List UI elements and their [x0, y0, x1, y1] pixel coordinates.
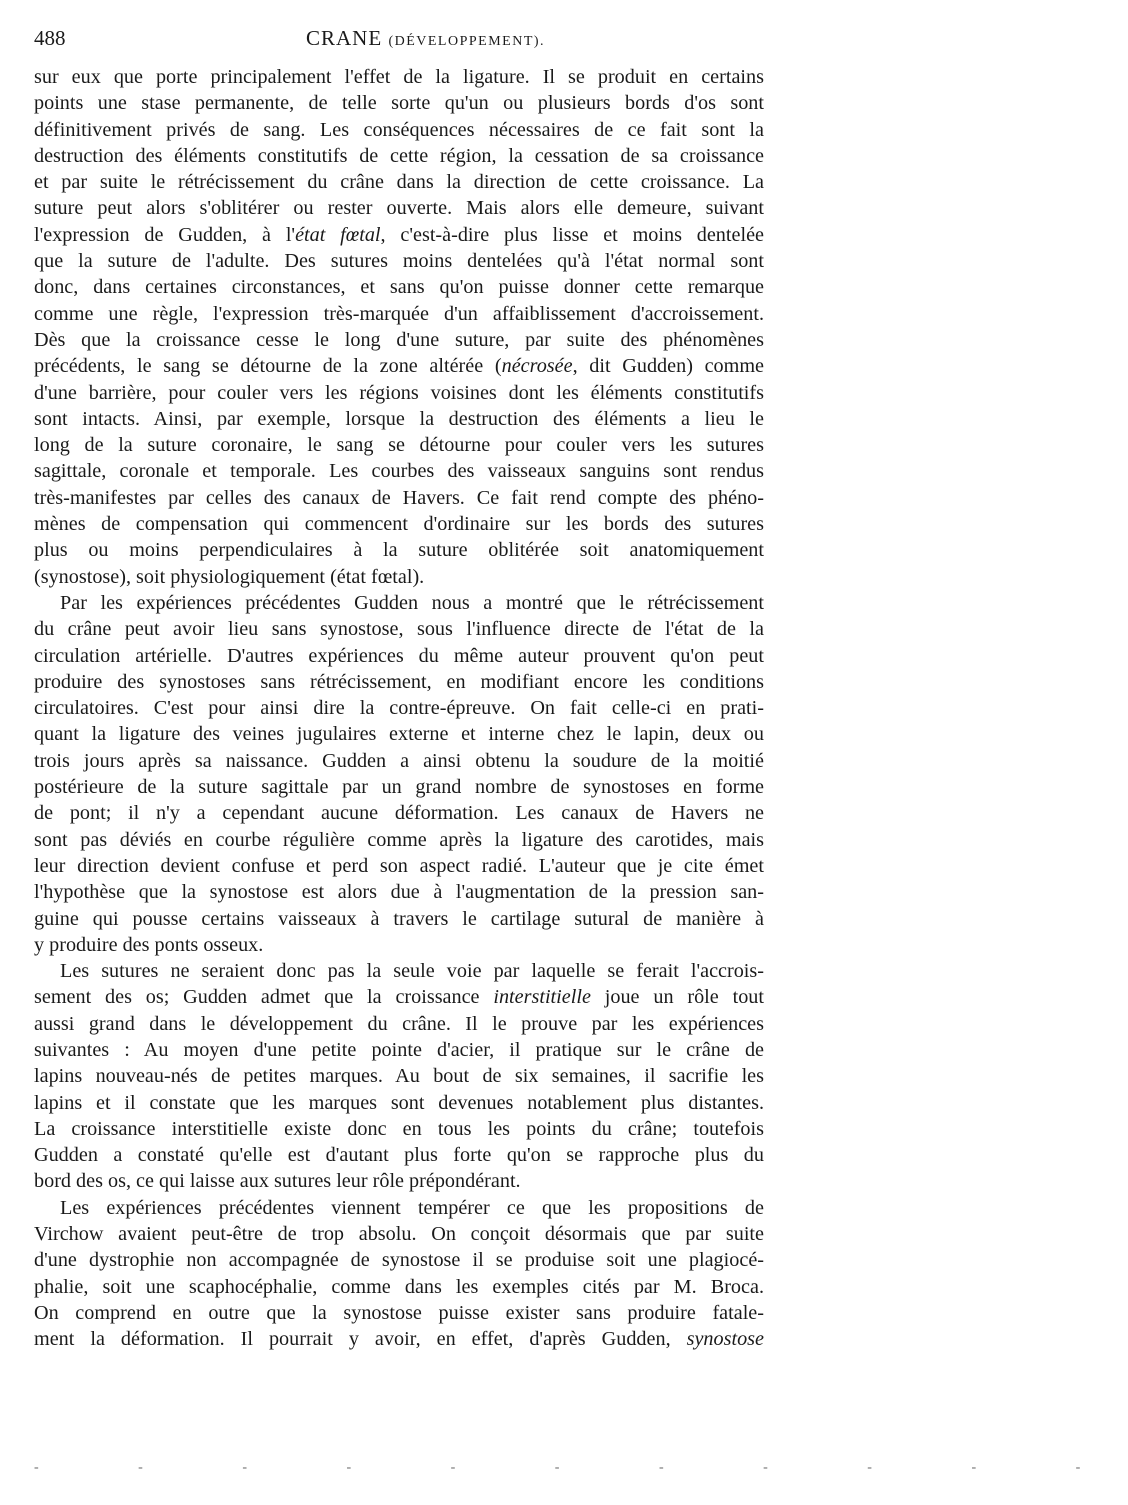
text-line [34, 353, 764, 379]
text-line [34, 1326, 764, 1352]
text-line: Les sutures ne seraient donc pas la seule voie par laquelle se ferait l'accrois- [60, 960, 764, 983]
text-run: joue un rôle tout [590, 986, 764, 1009]
text-run: précédents, le sang se détourne de la zone altérée ( [34, 355, 502, 378]
body-text [34, 64, 764, 1353]
text-line: sur eux que porte principalement l'effet de la ligature. Il se produit en certains [34, 66, 764, 88]
text-line: donc, dans certaines circonstances, et sans qu'on puisse donner cette remarque [34, 276, 764, 299]
text-line: aussi grand dans le développement du crâne. Il le prouve par les expériences [34, 1012, 764, 1035]
text-line: sont pas déviés en courbe régulière comme après la ligature des carotides, mais [34, 828, 764, 851]
italic-term: état fœtal [295, 223, 381, 246]
text-line: bord des os, ce qui laisse aux sutures leur rôle prépondérant. [34, 1170, 521, 1193]
text-line: On comprend en outre que la synostose puisse exister sans produire fatale- [34, 1301, 764, 1324]
running-header [34, 26, 774, 56]
text-line: (synostose), soit physiologiquement (état fœtal). [34, 565, 425, 588]
page-number: 488 [34, 26, 66, 50]
text-line: sagittale, coronale et temporale. Les courbes des vaisseaux sanguins sont rendus [34, 460, 764, 483]
text-line: circulation artérielle. D'autres expériences du même auteur prouvent qu'on peut [34, 644, 764, 667]
text-line [34, 222, 764, 248]
text-line: Virchow avaient peut-être de trop absolu. On conçoit désormais que par suite [34, 1223, 764, 1246]
text-line: trois jours après sa naissance. Gudden a ainsi obtenu la soudure de la moitié [34, 749, 764, 772]
text-line: long de la suture coronaire, le sang se détourne pour couler vers les sutures [34, 434, 764, 457]
text-line: guine qui pousse certains vaisseaux à travers le cartilage sutural de manière à [34, 907, 764, 930]
running-title-main: CRANE [306, 26, 383, 50]
text-line: quant la ligature des veines jugulaires externe et interne chez le lapin, deux ou [34, 723, 764, 746]
italic-term: synostose [686, 1328, 764, 1351]
running-title [306, 26, 545, 51]
running-title-sub: (DÉVELOPPEMENT). [388, 34, 546, 49]
text-run: l'expression de Gudden, à l' [34, 223, 296, 246]
text-line [34, 984, 764, 1010]
text-line: suivantes : Au moyen d'une petite pointe d'acier, il pratique sur le crâne de [34, 1038, 764, 1061]
text-line: lapins et il constate que les marques sont devenues notablement plus distantes. [34, 1091, 764, 1114]
text-line: points une stase permanente, de telle sorte qu'un ou plusieurs bords d'os sont [34, 92, 764, 115]
text-line: Les expériences précédentes viennent tempérer ce que les propositions de [60, 1196, 764, 1219]
footer-marks: - - - - - - - - - - - [34, 1460, 1128, 1475]
text-line: La croissance interstitielle existe donc en tous les points du crâne; toutefois [34, 1117, 764, 1140]
text-line: du crâne peut avoir lieu sans synostose, sous l'influence directe de l'état de la [34, 618, 764, 641]
text-line: produire des synostoses sans rétrécissement, en modifiant encore les conditions [34, 670, 764, 693]
text-line: destruction des éléments constitutifs de cette région, la cessation de sa croissance [34, 144, 764, 167]
text-line: y produire des ponts osseux. [34, 933, 264, 956]
text-run: , c'est-à-dire plus lisse et moins dentelée [380, 223, 765, 246]
text-line: lapins nouveau-nés de petites marques. Au bout de six semaines, il sacrifie les [34, 1065, 764, 1088]
italic-term: interstitielle [493, 986, 591, 1009]
text-line: et par suite le rétrécissement du crâne dans la direction de cette croissance. La [34, 171, 764, 194]
text-line: sont intacts. Ainsi, par exemple, lorsque la destruction des éléments a lieu le [34, 407, 764, 430]
text-line: Gudden a constaté qu'elle est d'autant plus forte qu'on se rapproche plus du [34, 1144, 764, 1167]
text-line: Dès que la croissance cesse le long d'une suture, par suite des phénomènes [34, 328, 764, 351]
italic-term: nécrosée [501, 355, 573, 378]
text-line: comme une règle, l'expression très-marquée d'un affaiblissement d'accroissement. [34, 302, 764, 325]
text-line: postérieure de la suture sagittale par un grand nombre de synostoses en forme [34, 776, 764, 799]
text-run: , dit Gudden) comme [572, 355, 764, 378]
text-line: définitivement privés de sang. Les conséquences nécessaires de ce fait sont la [34, 118, 764, 141]
text-line: que la suture de l'adulte. Des sutures moins dentelées qu'à l'état normal sont [34, 250, 764, 273]
text-line: d'une barrière, pour couler vers les régions voisines dont les éléments constitutifs [34, 381, 764, 404]
text-line: mènes de compensation qui commencent d'ordinaire sur les bords des sutures [34, 513, 764, 536]
text-line: plus ou moins perpendiculaires à la suture oblitérée soit anatomiquement [34, 539, 764, 562]
text-run: ment la déformation. Il pourrait y avoir, en effet, d'après Gudden, [34, 1328, 687, 1351]
text-line: très-manifestes par celles des canaux de Havers. Ce fait rend compte des phéno- [34, 486, 764, 509]
text-run: sement des os; Gudden admet que la croissance [34, 986, 494, 1009]
text-line: d'une dystrophie non accompagnée de synostose il se produise soit une plagiocé- [34, 1249, 764, 1272]
text-line: suture peut alors s'oblitérer ou rester ouverte. Mais alors elle demeure, suivant [34, 197, 764, 220]
text-line: phalie, soit une scaphocéphalie, comme dans les exemples cités par M. Broca. [34, 1275, 764, 1298]
text-line: circulatoires. C'est pour ainsi dire la contre-épreuve. On fait celle-ci en prati- [34, 697, 764, 720]
text-line: l'hypothèse que la synostose est alors due à l'augmentation de la pression san- [34, 881, 764, 904]
text-line: leur direction devient confuse et perd son aspect radié. L'auteur que je cite émet [34, 854, 764, 877]
text-line: de pont; il n'y a cependant aucune déformation. Les canaux de Havers ne [34, 802, 764, 825]
text-line: Par les expériences précédentes Gudden nous a montré que le rétrécissement [60, 591, 764, 614]
